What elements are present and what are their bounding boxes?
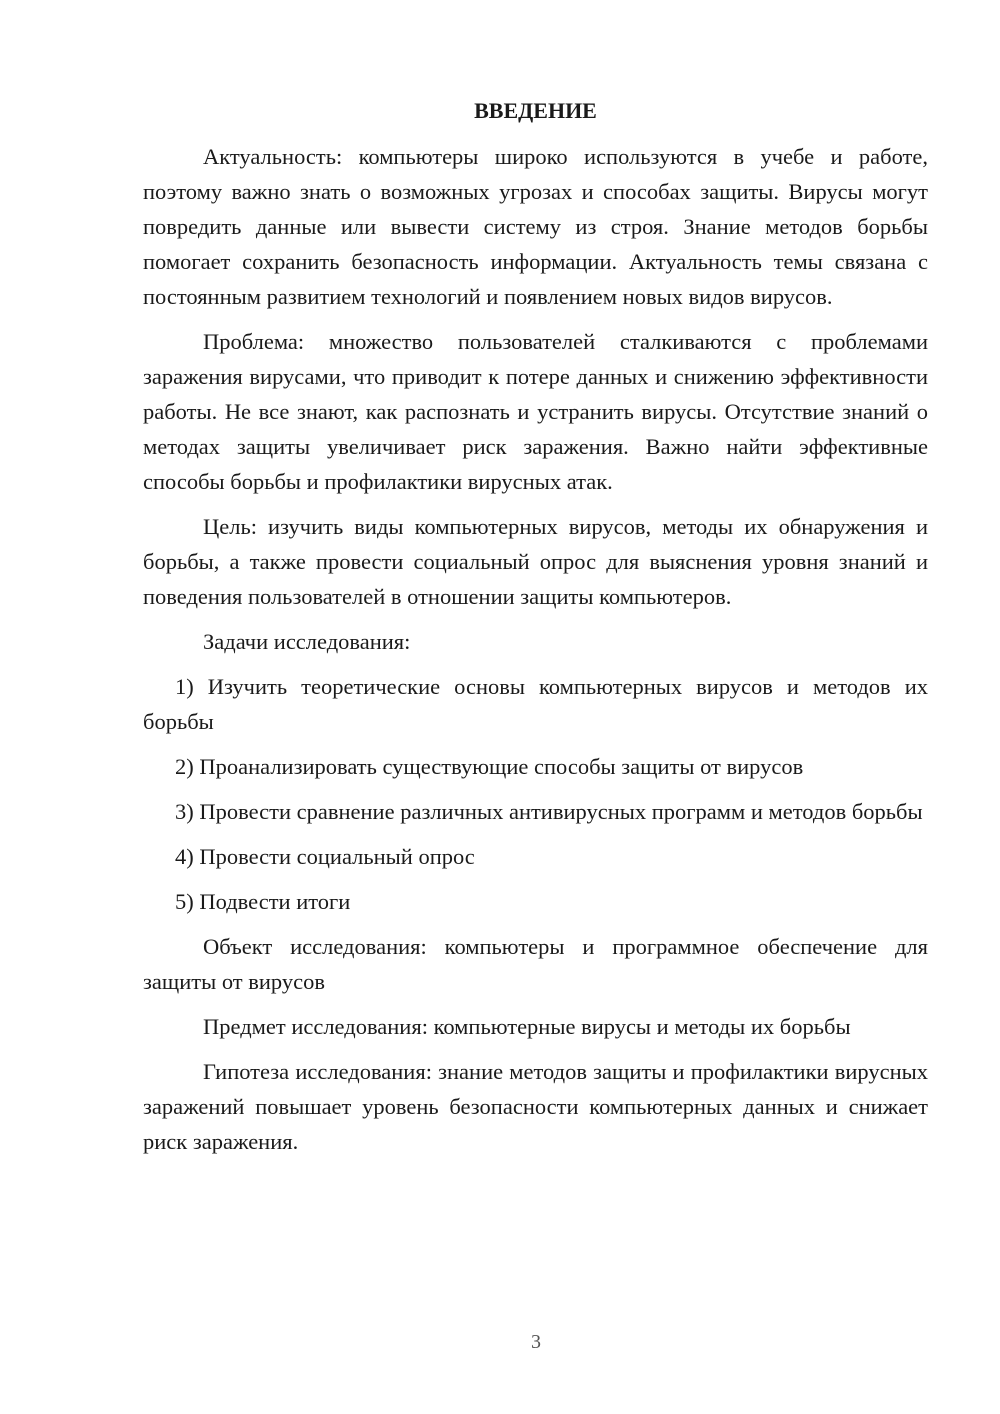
paragraph-goal: Цель: изучить виды компьютерных вирусов, методы их обнаружения и борьбы, а также провести социальный опрос для выяснения уровня знаний и поведения пользователей в отношении защиты компьютеров. [143,514,928,609]
task-item-2: 2) Проанализировать существующие способы защиты от вирусов [175,754,804,779]
paragraph-subject: Предмет исследования: компьютерные вирусы и методы их борьбы [203,1014,851,1039]
task-item-3: 3) Провести сравнение различных антивирусных программ и методов борьбы [175,799,923,824]
task-item-5: 5) Подвести итоги [175,889,351,914]
task-item-4: 4) Провести социальный опрос [175,844,475,869]
tasks-heading: Задачи исследования: [203,629,411,654]
paragraph-hypothesis: Гипотеза исследования: знание методов защиты и профилактики вирусных заражений повышает уровень безопасности компьютерных данных и снижает риск заражения. [143,1059,928,1154]
page-number: 3 [531,1331,541,1353]
paragraph-problem: Проблема: множество пользователей сталкиваются с проблемами заражения вирусами, что приводит к потере данных и снижению эффективности работы. Не все знают, как распознать и устранить вирусы. Отсутствие знаний о методах защиты увеличивает риск заражения. Важно найти эффективные способы борьбы и профилактики вирусных атак. [143,329,928,494]
page-title: ВВЕДЕНИЕ [474,98,597,123]
paragraph-relevance: Актуальность: компьютеры широко используются в учебе и работе, поэтому важно знать о возможных угрозах и способах защиты. Вирусы могут повредить данные или вывести систему из строя. Знание методов борьбы помогает сохранить безопасность информации. Актуальность темы связана с постоянным развитием технологий и появлением новых видов вирусов. [143,144,928,309]
document-page [143,93,928,1169]
task-item-1: 1) Изучить теоретические основы компьютерных вирусов и методов их борьбы [143,674,928,734]
paragraph-object: Объект исследования: компьютеры и программное обеспечение для защиты от вирусов [143,934,928,994]
